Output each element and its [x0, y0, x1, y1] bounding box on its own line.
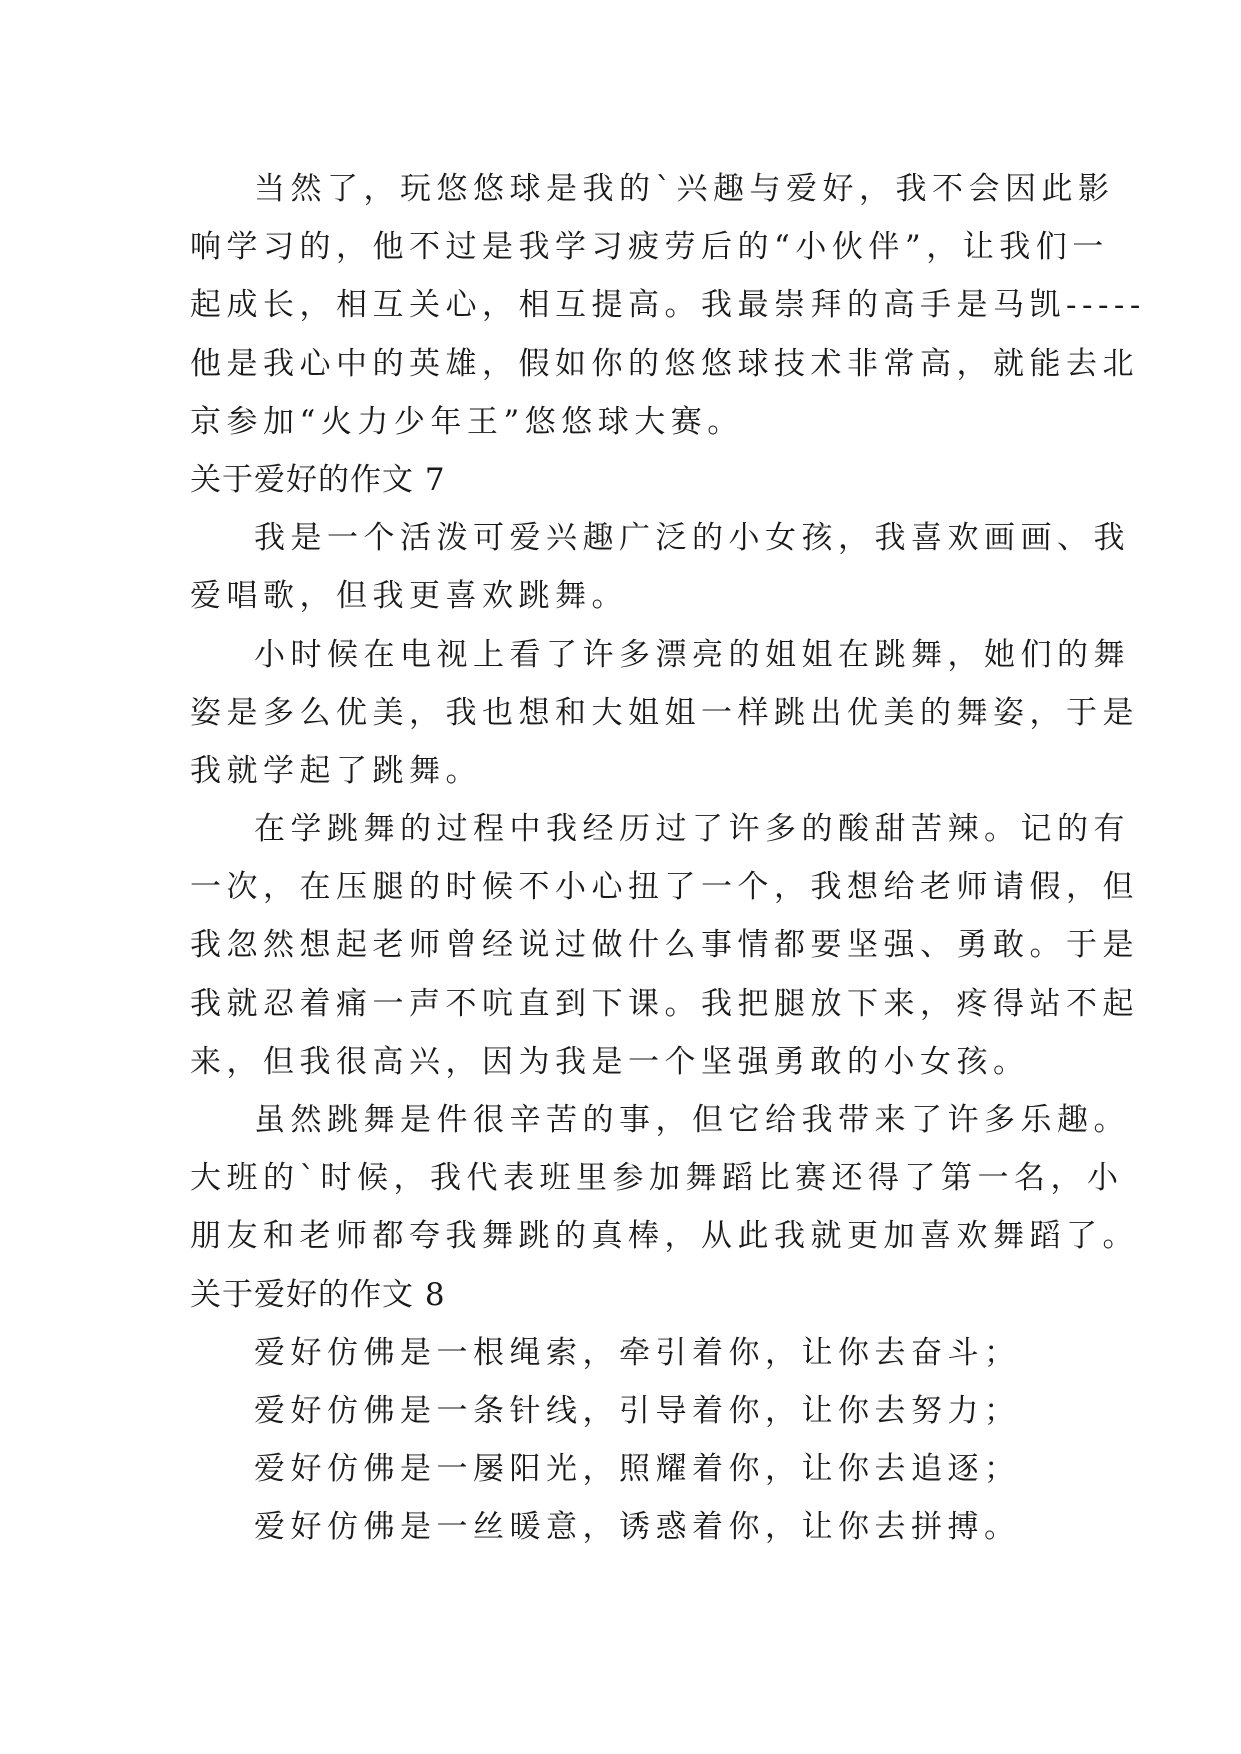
text-line: 在学跳舞的过程中我经历过了许多的酸甜苦辣。记的有 [254, 811, 1130, 848]
text-line: 一次，在压腿的时候不小心扭了一个，我想给老师请假，但 [190, 869, 1139, 906]
document-body [190, 160, 1146, 1557]
text-line: 我就学起了跳舞。 [190, 752, 482, 789]
text-line: 爱好仿佛是一丝暖意，诱惑着你，让你去拼搏。 [254, 1509, 1021, 1546]
text-line: 大班的`时候，我代表班里参加舞蹈比赛还得了第一名，小 [190, 1160, 1124, 1197]
text-line: 我忽然想起老师曾经说过做什么事情都要坚强、勇敢。于是 [190, 927, 1139, 964]
text-line: 起成长，相互关心，相互提高。我最崇拜的高手是马凯----- [190, 287, 1146, 324]
text-line: 京参加“火力少年王”悠悠球大赛。 [190, 403, 744, 440]
text-line: 他是我心中的英雄，假如你的悠悠球技术非常高，就能去北 [190, 345, 1139, 382]
section-heading: 关于爱好的作文 8 [190, 1276, 446, 1313]
text-line: 当然了，玩悠悠球是我的`兴趣与爱好，我不会因此影 [254, 171, 1115, 207]
text-line: 姿是多么优美，我也想和大姐姐一样跳出优美的舞姿，于是 [190, 694, 1139, 731]
text-line: 爱好仿佛是一屡阳光，照耀着你，让你去追逐； [254, 1451, 1021, 1488]
text-line: 我就忍着痛一声不吭直到下课。我把腿放下来，疼得站不起 [190, 985, 1139, 1022]
text-line: 爱好仿佛是一根绳索，牵引着你，让你去奋斗； [254, 1334, 1021, 1371]
text-line: 朋友和老师都夸我舞跳的真棒，从此我就更加喜欢舞蹈了。 [190, 1218, 1139, 1255]
text-line: 我是一个活泼可爱兴趣广泛的小女孩，我喜欢画画、我 [254, 520, 1130, 557]
text-line: 爱好仿佛是一条针线，引导着你，让你去努力； [254, 1392, 1021, 1429]
text-line: 小时候在电视上看了许多漂亮的姐姐在跳舞，她们的舞 [254, 636, 1130, 673]
section-heading: 关于爱好的作文 7 [190, 461, 446, 498]
text-line: 爱唱歌，但我更喜欢跳舞。 [190, 578, 628, 615]
text-line: 来，但我很高兴，因为我是一个坚强勇敢的小女孩。 [190, 1043, 1030, 1080]
text-line: 响学习的，他不过是我学习疲劳后的“小伙伴”，让我们一 [190, 229, 1109, 266]
text-line: 虽然跳舞是件很辛苦的事，但它给我带来了许多乐趣。 [254, 1102, 1130, 1138]
